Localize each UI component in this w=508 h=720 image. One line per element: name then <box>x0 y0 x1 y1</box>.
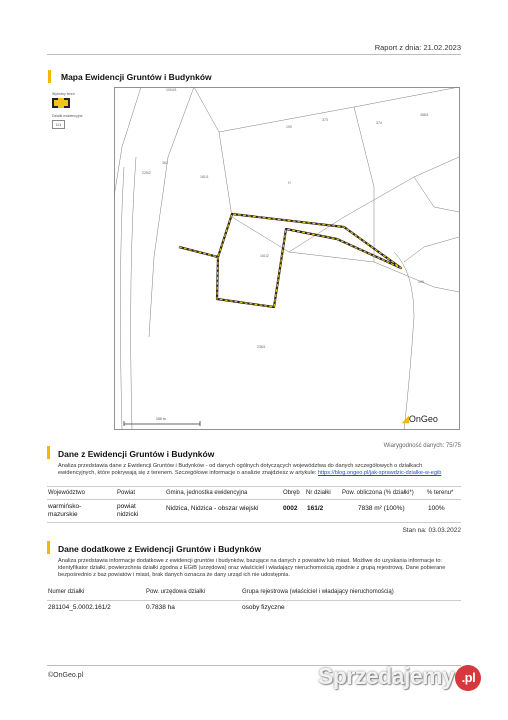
egib-article-link[interactable]: https://blog.ongeo.pl/jak-sprawdzic-dzialke-w-egib <box>317 470 442 476</box>
egib-cell-nr: 161/2 <box>307 505 324 512</box>
extra-section-title: Dane dodatkowe z Ewidencji Gruntów i Budynków <box>58 544 262 554</box>
egib-cell-gmina: Nidzica, Nidzica - obszar wiejski <box>166 505 259 512</box>
extra-col-pow: Pow. urzędowa działki <box>146 589 206 595</box>
egib-cell-pow: 7838 m² (100%) <box>358 505 405 512</box>
section-accent <box>48 70 51 83</box>
extra-description: Analiza przedstawia informacje dodatkowe z ewidencji gruntów i budynków, bazujące na danych z powiatów lub miast. Możliwe do uzyskania informacje to: identyfikator działki, powierzchnia działki zgodna z EGiB (urzędowa) oraz właściciel i władający nieruchomością zgodnie z grupą rejestrową. Dane pobierane bezpośrednio z baz powiatów i miast, brak danych oznacza że dany urząd ich nie udostępnia. <box>58 558 446 578</box>
reliability-note: Wiarygodność danych: 75/75 <box>383 443 461 449</box>
egib-col-powiat: Powiat <box>117 490 136 496</box>
egib-col-pow: Pow. obliczona (% działki*) <box>342 490 414 496</box>
legend-selected-swatch <box>52 98 70 108</box>
map-label-l2: 373 <box>322 118 328 122</box>
egib-description: Analiza przedstawia dane z Ewidencji Gruntów i Budynków - od danych ogólnych dotyczących województwa do danych szczegółowych o działkach ewidencyjnych, które pokrywają się z terenem. Szczegółowe informacje o analizie znajdziesz w artykule: https://blog.ongeo.pl/jak-sprawdzic-dzialke-w-egib <box>58 463 442 476</box>
report-date: Raport z dnia: 21.02.2023 <box>374 43 461 52</box>
watermark: Sprzedajemy .pl <box>318 663 481 691</box>
map-label-l7: 161/1 <box>200 175 209 179</box>
extra-header-divider <box>47 600 461 601</box>
egib-status: Stan na: 03.03.2022 <box>402 527 461 534</box>
legend-parcel-label: Działki ewidencyjne <box>52 114 83 118</box>
egib-table-divider <box>47 486 461 487</box>
egib-col-gmina: Gmina, jednostka ewidencyjna <box>166 490 248 496</box>
legend-parcel-sample: 1/1 <box>52 120 65 129</box>
scale-label: 100 m <box>156 417 166 421</box>
egib-row-divider <box>47 522 461 523</box>
egib-col-obreb: Obręb <box>283 490 300 496</box>
map-label-l8: H <box>288 181 291 185</box>
map-label-l4: 358/1 <box>420 113 429 117</box>
map-section-title: Mapa Ewidencji Gruntów i Budynków <box>61 72 212 82</box>
extra-cell-numer: 281104_5.0002.161/2 <box>48 604 111 611</box>
map-label-l1: 190 <box>286 125 292 129</box>
ongeo-logo-icon: ◢ <box>402 414 409 424</box>
egib-col-wojewodztwo: Województwo <box>48 490 85 496</box>
egib-cell-powiat: powiat nidzicki <box>117 503 139 518</box>
parcel-map <box>114 87 460 430</box>
header-divider <box>47 54 461 55</box>
egib-section-title: Dane z Ewidencji Gruntów i Budynków <box>58 449 215 459</box>
map-label-bottom: 236/1 <box>257 345 266 349</box>
map-label-right: 199 <box>418 280 424 284</box>
map-label-parcel: 161/2 <box>260 254 269 258</box>
watermark-dot-icon: .pl <box>455 665 481 691</box>
egib-header-divider <box>47 499 461 500</box>
egib-col-nr: Nr działki <box>306 490 331 496</box>
egib-cell-wojewodztwo: warmińsko-mazurskie <box>48 503 82 518</box>
extra-col-numer: Numer działki <box>48 589 85 595</box>
extra-col-grupa: Grupa rejestrowa (właściciel i władający nieruchomością) <box>242 589 394 595</box>
map-label-l5: 225/2 <box>142 171 151 175</box>
footer-copyright: ©OnGeo.pl <box>48 672 84 679</box>
map-label-l3: 374 <box>376 121 382 125</box>
extra-cell-grupa: osoby fizyczne <box>242 604 285 611</box>
map-label-l6: 362 <box>162 161 168 165</box>
ongeo-brand: ◢OnGeo <box>402 414 438 424</box>
map-label-top-left: 1004/1 <box>166 88 177 92</box>
extra-cell-pow: 0.7838 ha <box>146 604 175 611</box>
section-accent <box>47 541 50 554</box>
egib-cell-teren: 100% <box>428 505 445 512</box>
map-legend <box>52 92 92 129</box>
egib-col-teren: % terenu* <box>427 490 454 496</box>
legend-selected-label: Wybrany teren <box>52 92 75 96</box>
egib-cell-obreb: 0002 <box>283 505 298 512</box>
section-accent <box>47 446 50 459</box>
